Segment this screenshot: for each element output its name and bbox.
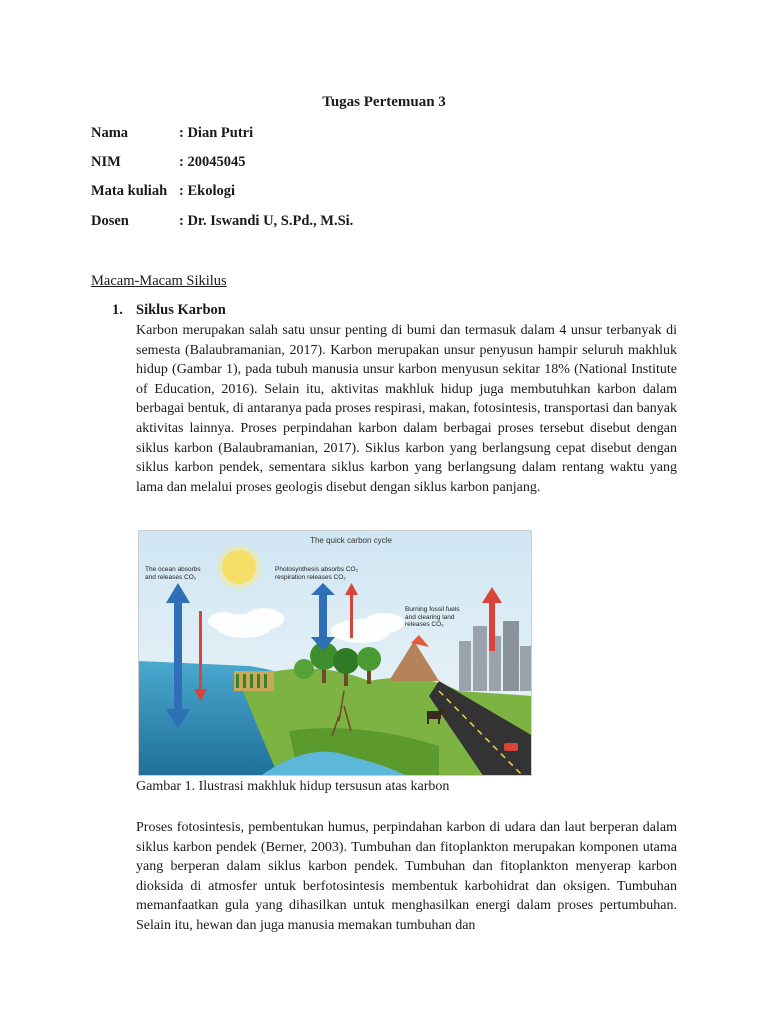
meta-key: NIM xyxy=(91,154,121,170)
meta-value: : 20045045 xyxy=(179,154,246,170)
paragraph: Proses fotosintesis, pembentukan humus, perpindahan karbon di udara dan laut berperan dalam siklus karbon pendek (Berner, 2003). Tumbuhan dan fitoplankton merupakan komponen utama yang berperan dalam siklus karbon pendek. Tumbuhan dan fitoplankton menyerap karbon dioksida di atmosfer untuk berfotosintesis membentuk karbohidrat dan oksigen. Tumbuhan memanfaatkan gula yang dihasilkan untuk menghasilkan energi dalam proses pertumbuhan. Selain itu, hewan dan juga manusia memakan tumbuhan dan xyxy=(136,820,677,933)
section-heading: Macam-Macam Sikilus xyxy=(91,273,227,289)
figure-caption: Gambar 1. Ilustrasi makhluk hidup tersusun atas karbon xyxy=(136,779,450,794)
figure-label-burning: Burning fossil fuels and clearing land releases CO₂ xyxy=(405,606,460,628)
figure-title: The quick carbon cycle xyxy=(310,536,392,545)
meta-key: Mata kuliah xyxy=(91,183,168,199)
meta-row-mata-kuliah xyxy=(91,183,235,200)
meta-key: Dosen xyxy=(91,213,129,229)
meta-row-dosen xyxy=(91,213,353,230)
paragraph: Karbon merupakan salah satu unsur penting di bumi dan termasuk dalam 4 unsur terbanyak di semesta (Balaubramanian, 2017). Karbon merupakan unsur penyusun hampir seluruh makhluk hidup (Gambar 1), pada tubuh manusia unsur karbon menyusun sekitar 18% (National Institute of Education, 2016). Selain itu, aktivitas makhluk hidup juga membutuhkan karbon dalam berbagai bentuk, di antaranya pada proses respirasi, makan, fotosintesis, transportasi dan banyak aktivitas lainnya. Proses perpindahan karbon dalam berbagai proses tersebut disebut dengan siklus karbon (Balaubramanian, 2017). Siklus karbon yang berlangsung cepat disebut dengan siklus karbon pendek, sementara siklus karbon yang berlangsung dalam rentang waktu yang lama dan melalui proses geologis disebut dengan siklus karbon panjang. xyxy=(136,323,677,495)
meta-value: : Dr. Iswandi U, S.Pd., M.Si. xyxy=(179,213,354,229)
meta-value: : Dian Putri xyxy=(179,125,254,141)
figure-label-photosynthesis: Photosynthesis absorbs CO₂ respiration releases CO₂ xyxy=(275,566,359,581)
car-icon xyxy=(504,743,518,751)
meta-row-nim xyxy=(91,154,245,171)
carbon-cycle-figure xyxy=(138,530,532,776)
meta-key: Nama xyxy=(91,125,129,141)
page-title: Tugas Pertemuan 3 xyxy=(322,94,446,110)
figure-label-ocean: The ocean absorbs and releases CO₂ xyxy=(145,566,201,581)
meta-row-nama xyxy=(91,125,253,142)
list-number: 1. xyxy=(112,302,123,318)
list-item-title: Siklus Karbon xyxy=(136,302,226,318)
meta-value: : Ekologi xyxy=(179,183,235,199)
